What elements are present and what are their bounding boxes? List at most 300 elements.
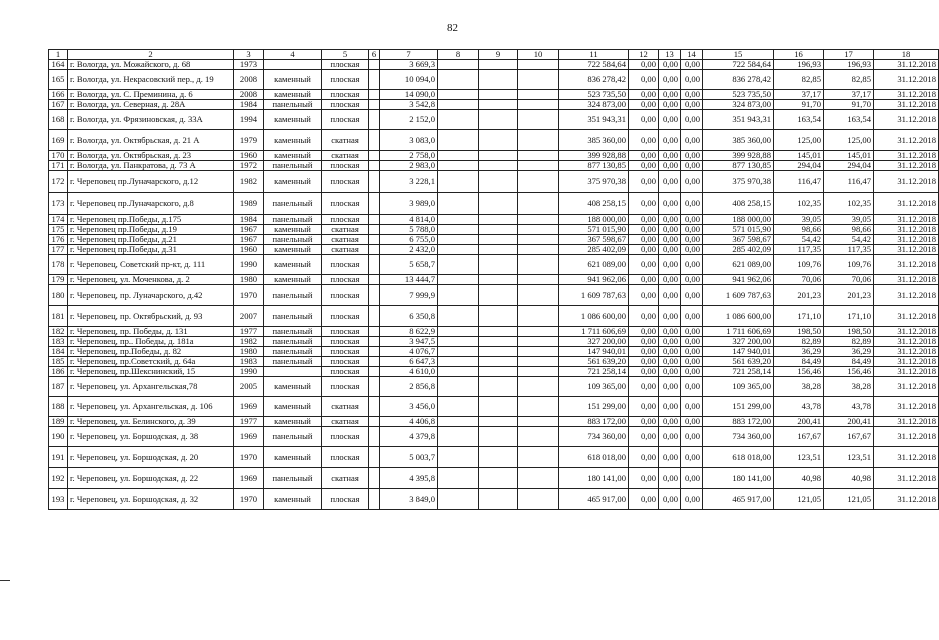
table-cell: [438, 468, 479, 489]
table-cell: 0,00: [659, 306, 681, 327]
table-cell: 465 917,00: [559, 489, 629, 510]
table-cell: [518, 397, 559, 417]
table-cell: 0,00: [629, 397, 659, 417]
table-row: [49, 215, 939, 225]
table-cell: 167,67: [824, 427, 874, 447]
table-cell: 0,00: [659, 100, 681, 110]
table-cell: 1960: [234, 245, 264, 255]
table-cell: 117,35: [774, 245, 824, 255]
table-cell: 31.12.2018: [874, 275, 939, 285]
table-cell: 31.12.2018: [874, 327, 939, 337]
table-cell: 31.12.2018: [874, 110, 939, 130]
table-cell: г. Череповец, пр. Октябрьский, д. 93: [68, 306, 234, 327]
table-cell: панельный: [264, 235, 322, 245]
table-cell: [369, 151, 380, 161]
column-header: 15: [703, 50, 774, 60]
table-cell: 324 873,00: [559, 100, 629, 110]
table-cell: 170: [49, 151, 68, 161]
table-cell: 1972: [234, 161, 264, 171]
table-row: [49, 110, 939, 130]
table-cell: [438, 225, 479, 235]
table-cell: [438, 235, 479, 245]
table-cell: [369, 306, 380, 327]
table-cell: 82,85: [824, 70, 874, 90]
table-cell: 0,00: [629, 130, 659, 151]
table-cell: 178: [49, 255, 68, 275]
table-cell: [438, 90, 479, 100]
table-cell: [369, 235, 380, 245]
table-cell: [479, 327, 518, 337]
table-cell: 189: [49, 417, 68, 427]
table-cell: [518, 347, 559, 357]
table-cell: 39,05: [824, 215, 874, 225]
table-cell: [518, 151, 559, 161]
table-cell: [369, 427, 380, 447]
table-cell: 0,00: [659, 347, 681, 357]
table-cell: 181: [49, 306, 68, 327]
table-cell: 1970: [234, 285, 264, 306]
table-cell: 5 788,0: [380, 225, 438, 235]
table-cell: [518, 193, 559, 215]
table-cell: 0,00: [681, 397, 703, 417]
table-cell: [479, 337, 518, 347]
table-cell: 147 940,01: [703, 347, 774, 357]
table-cell: 465 917,00: [703, 489, 774, 510]
table-cell: 0,00: [659, 357, 681, 367]
table-cell: 722 584,64: [703, 60, 774, 70]
table-cell: 0,00: [681, 90, 703, 100]
table-cell: 171: [49, 161, 68, 171]
table-cell: 0,00: [681, 327, 703, 337]
table-cell: 163,54: [774, 110, 824, 130]
table-cell: 168: [49, 110, 68, 130]
table-cell: 156,46: [774, 367, 824, 377]
table-cell: 0,00: [659, 397, 681, 417]
table-cell: 151 299,00: [703, 397, 774, 417]
table-cell: 1970: [234, 489, 264, 510]
table-cell: [438, 306, 479, 327]
table-cell: 375 970,38: [559, 171, 629, 193]
table-cell: 198,50: [774, 327, 824, 337]
table-cell: 31.12.2018: [874, 447, 939, 468]
table-cell: [518, 327, 559, 337]
table-cell: [518, 489, 559, 510]
table-cell: 877 130,85: [559, 161, 629, 171]
table-cell: плоская: [322, 215, 369, 225]
table-cell: 0,00: [659, 245, 681, 255]
table-cell: 31.12.2018: [874, 130, 939, 151]
table-cell: 0,00: [681, 151, 703, 161]
table-cell: каменный: [264, 397, 322, 417]
table-row: [49, 100, 939, 110]
table-cell: каменный: [264, 70, 322, 90]
table-cell: 0,00: [681, 417, 703, 427]
table-cell: г. Череповец, ул. Архангельская, д. 106: [68, 397, 234, 417]
table-cell: 31.12.2018: [874, 397, 939, 417]
table-cell: 2 758,0: [380, 151, 438, 161]
table-cell: 31.12.2018: [874, 347, 939, 357]
table-cell: 1 086 600,00: [559, 306, 629, 327]
table-cell: скатная: [322, 235, 369, 245]
table-cell: 102,35: [824, 193, 874, 215]
table-row: [49, 327, 939, 337]
table-cell: [518, 357, 559, 367]
table-cell: 0,00: [629, 489, 659, 510]
table-cell: [479, 357, 518, 367]
table-cell: 123,51: [774, 447, 824, 468]
table-cell: 0,00: [681, 60, 703, 70]
table-cell: 167,67: [774, 427, 824, 447]
table-cell: 836 278,42: [703, 70, 774, 90]
table-cell: [438, 70, 479, 90]
table-row: [49, 447, 939, 468]
table-cell: [479, 447, 518, 468]
table-cell: 0,00: [659, 337, 681, 347]
table-cell: 0,00: [629, 110, 659, 130]
table-cell: панельный: [264, 337, 322, 347]
table-cell: [369, 327, 380, 337]
table-cell: скатная: [322, 225, 369, 235]
table-cell: [369, 90, 380, 100]
column-header: 18: [874, 50, 939, 60]
table-cell: 0,00: [681, 235, 703, 245]
table-cell: г. Череповец пр.Победы, д.21: [68, 235, 234, 245]
table-cell: 0,00: [629, 447, 659, 468]
table-cell: [479, 285, 518, 306]
table-cell: 0,00: [681, 357, 703, 367]
table-cell: 40,98: [824, 468, 874, 489]
table-cell: г. Череповец пр.Луначарского, д.8: [68, 193, 234, 215]
table-cell: 2008: [234, 90, 264, 100]
table-cell: [369, 60, 380, 70]
table-cell: 1984: [234, 100, 264, 110]
table-cell: панельный: [264, 357, 322, 367]
table-cell: 0,00: [659, 130, 681, 151]
table-cell: [369, 397, 380, 417]
table-cell: 721 258,14: [559, 367, 629, 377]
table-cell: 561 639,20: [559, 357, 629, 367]
table-row: [49, 90, 939, 100]
table-row: [49, 255, 939, 275]
table-row: [49, 161, 939, 171]
table-cell: скатная: [322, 151, 369, 161]
table-cell: 1960: [234, 151, 264, 161]
table-cell: 2 856,8: [380, 377, 438, 397]
table-cell: 10 094,0: [380, 70, 438, 90]
table-cell: 190: [49, 427, 68, 447]
table-cell: 200,41: [824, 417, 874, 427]
table-cell: 171,10: [774, 306, 824, 327]
table-cell: каменный: [264, 377, 322, 397]
table-cell: 0,00: [629, 100, 659, 110]
table-cell: 0,00: [629, 417, 659, 427]
table-cell: 84,49: [774, 357, 824, 367]
table-cell: 186: [49, 367, 68, 377]
table-cell: 38,28: [774, 377, 824, 397]
table-cell: 179: [49, 275, 68, 285]
table-cell: плоская: [322, 285, 369, 306]
table-cell: 0,00: [681, 427, 703, 447]
table-cell: [518, 235, 559, 245]
column-header: 17: [824, 50, 874, 60]
table-cell: [438, 245, 479, 255]
table-cell: 1984: [234, 215, 264, 225]
table-cell: [369, 225, 380, 235]
table-cell: 3 542,8: [380, 100, 438, 110]
column-header: 8: [438, 50, 479, 60]
table-cell: 1 711 606,69: [703, 327, 774, 337]
table-cell: панельный: [264, 215, 322, 225]
column-header: 13: [659, 50, 681, 60]
table-cell: [479, 367, 518, 377]
table-cell: 0,00: [659, 161, 681, 171]
table-cell: 523 735,50: [559, 90, 629, 100]
table-cell: скатная: [322, 245, 369, 255]
table-cell: 327 200,00: [559, 337, 629, 347]
table-cell: [479, 255, 518, 275]
table-cell: 5 658,7: [380, 255, 438, 275]
table-cell: 3 947,5: [380, 337, 438, 347]
table-cell: 0,00: [629, 468, 659, 489]
table-cell: 91,70: [774, 100, 824, 110]
table-cell: [438, 447, 479, 468]
table-cell: 883 172,00: [703, 417, 774, 427]
table-cell: 0,00: [659, 377, 681, 397]
table-cell: 0,00: [659, 285, 681, 306]
table-cell: [518, 60, 559, 70]
table-cell: 722 584,64: [559, 60, 629, 70]
table-cell: [438, 255, 479, 275]
table-cell: панельный: [264, 427, 322, 447]
table-cell: 31.12.2018: [874, 70, 939, 90]
table-cell: г. Вологда, ул. Октябрьская, д. 21 А: [68, 130, 234, 151]
table-cell: 367 598,67: [559, 235, 629, 245]
table-cell: 31.12.2018: [874, 90, 939, 100]
table-cell: г. Череповец, пр.. Победы, д. 181а: [68, 337, 234, 347]
table-cell: 0,00: [681, 447, 703, 468]
table-cell: 0,00: [681, 225, 703, 235]
table-cell: г. Череповец, пр.Шекснинский, 15: [68, 367, 234, 377]
table-cell: панельный: [264, 468, 322, 489]
table-cell: 0,00: [629, 427, 659, 447]
table-cell: [369, 255, 380, 275]
table-cell: панельный: [264, 161, 322, 171]
table-cell: [438, 215, 479, 225]
table-cell: 561 639,20: [703, 357, 774, 367]
column-header: 12: [629, 50, 659, 60]
table-cell: 836 278,42: [559, 70, 629, 90]
table-cell: 4 610,0: [380, 367, 438, 377]
table-cell: 167: [49, 100, 68, 110]
table-cell: 6 350,8: [380, 306, 438, 327]
table-cell: г. Череповец пр.Луначарского, д.12: [68, 171, 234, 193]
table-cell: 0,00: [659, 70, 681, 90]
table-cell: 327 200,00: [703, 337, 774, 347]
table-cell: плоская: [322, 171, 369, 193]
table-cell: 185: [49, 357, 68, 367]
table-cell: 0,00: [629, 215, 659, 225]
table-cell: г. Вологда, ул. Можайского, д. 68: [68, 60, 234, 70]
margin-mark: [0, 580, 10, 581]
table-cell: г. Вологда, ул. С. Преминина, д. 6: [68, 90, 234, 100]
table-cell: 571 015,90: [559, 225, 629, 235]
table-cell: [369, 100, 380, 110]
table-cell: [479, 225, 518, 235]
table-cell: плоская: [322, 367, 369, 377]
table-cell: 721 258,14: [703, 367, 774, 377]
table-cell: 31.12.2018: [874, 215, 939, 225]
table-cell: [369, 357, 380, 367]
table-row: [49, 347, 939, 357]
table-cell: 0,00: [681, 100, 703, 110]
table-cell: 180: [49, 285, 68, 306]
table-cell: 31.12.2018: [874, 193, 939, 215]
table-cell: 385 360,00: [703, 130, 774, 151]
table-cell: 0,00: [629, 161, 659, 171]
table-cell: [438, 337, 479, 347]
table-cell: [369, 337, 380, 347]
table-row: [49, 306, 939, 327]
table-cell: 117,35: [824, 245, 874, 255]
register-table: [48, 49, 939, 510]
table-cell: 40,98: [774, 468, 824, 489]
table-cell: 121,05: [824, 489, 874, 510]
table-cell: плоская: [322, 60, 369, 70]
table-cell: 621 089,00: [703, 255, 774, 275]
table-cell: 0,00: [659, 90, 681, 100]
table-cell: плоская: [322, 255, 369, 275]
table-cell: г. Череповец, ул. Белинского, д. 39: [68, 417, 234, 427]
table-cell: [438, 100, 479, 110]
table-cell: [479, 60, 518, 70]
table-cell: 163,54: [824, 110, 874, 130]
table-cell: 102,35: [774, 193, 824, 215]
table-cell: 145,01: [774, 151, 824, 161]
table-cell: 54,42: [774, 235, 824, 245]
column-header: 7: [380, 50, 438, 60]
table-cell: [479, 468, 518, 489]
table-cell: 164: [49, 60, 68, 70]
table-cell: 0,00: [629, 327, 659, 337]
table-cell: 0,00: [681, 245, 703, 255]
table-cell: 196,93: [774, 60, 824, 70]
table-cell: плоская: [322, 489, 369, 510]
table-cell: 0,00: [681, 130, 703, 151]
table-cell: панельный: [264, 100, 322, 110]
table-cell: 0,00: [629, 377, 659, 397]
table-cell: панельный: [264, 347, 322, 357]
table-cell: 201,23: [774, 285, 824, 306]
table-cell: 187: [49, 377, 68, 397]
table-cell: 0,00: [659, 193, 681, 215]
table-cell: 0,00: [659, 110, 681, 130]
table-row: [49, 193, 939, 215]
table-cell: скатная: [322, 468, 369, 489]
table-cell: 351 943,31: [559, 110, 629, 130]
table-cell: г. Череповец, ул. Боршодская, д. 22: [68, 468, 234, 489]
table-row: [49, 235, 939, 245]
table-cell: 0,00: [681, 337, 703, 347]
table-cell: 0,00: [681, 110, 703, 130]
table-cell: 1982: [234, 337, 264, 347]
table-cell: 188 000,00: [559, 215, 629, 225]
table-cell: 1994: [234, 110, 264, 130]
table-cell: [518, 377, 559, 397]
table-cell: [438, 161, 479, 171]
table-cell: 151 299,00: [559, 397, 629, 417]
table-cell: 0,00: [659, 225, 681, 235]
table-cell: [479, 151, 518, 161]
table-cell: 31.12.2018: [874, 225, 939, 235]
table-row: [49, 225, 939, 235]
table-cell: [479, 110, 518, 130]
table-cell: 2 152,0: [380, 110, 438, 130]
table-row: [49, 245, 939, 255]
table-cell: каменный: [264, 417, 322, 427]
table-row: [49, 70, 939, 90]
table-cell: [438, 193, 479, 215]
table-cell: 408 258,15: [559, 193, 629, 215]
table-cell: 4 814,0: [380, 215, 438, 225]
table-cell: [518, 225, 559, 235]
table-cell: 180 141,00: [703, 468, 774, 489]
table-cell: [479, 235, 518, 245]
table-cell: [518, 90, 559, 100]
table-cell: [438, 171, 479, 193]
table-cell: 36,29: [824, 347, 874, 357]
table-cell: плоская: [322, 427, 369, 447]
table-cell: [518, 367, 559, 377]
table-cell: 2005: [234, 377, 264, 397]
table-cell: 192: [49, 468, 68, 489]
table-cell: 176: [49, 235, 68, 245]
table-cell: [438, 357, 479, 367]
table-cell: 0,00: [629, 306, 659, 327]
table-cell: 4 076,7: [380, 347, 438, 357]
table-cell: 14 090,0: [380, 90, 438, 100]
table-cell: [518, 161, 559, 171]
table-cell: 4 379,8: [380, 427, 438, 447]
table-cell: 1973: [234, 60, 264, 70]
table-row: [49, 489, 939, 510]
table-cell: 0,00: [629, 90, 659, 100]
table-cell: 399 928,88: [703, 151, 774, 161]
table-cell: 375 970,38: [703, 171, 774, 193]
table-cell: 1983: [234, 357, 264, 367]
table-cell: 1979: [234, 130, 264, 151]
table-cell: 0,00: [629, 70, 659, 90]
table-cell: скатная: [322, 417, 369, 427]
table-cell: [479, 130, 518, 151]
table-cell: г. Череповец, пр. Луначарского, д.42: [68, 285, 234, 306]
table-cell: 0,00: [629, 357, 659, 367]
column-header: 4: [264, 50, 322, 60]
table-cell: 324 873,00: [703, 100, 774, 110]
table-cell: [518, 468, 559, 489]
column-header: 1: [49, 50, 68, 60]
table-cell: 523 735,50: [703, 90, 774, 100]
table-cell: 31.12.2018: [874, 255, 939, 275]
table-cell: [369, 70, 380, 90]
table-cell: 6 755,0: [380, 235, 438, 245]
column-header: 10: [518, 50, 559, 60]
table-cell: 0,00: [629, 255, 659, 275]
table-cell: 175: [49, 225, 68, 235]
table-cell: 1990: [234, 255, 264, 275]
table-cell: 0,00: [629, 245, 659, 255]
table-cell: г. Череповец, Советский пр-кт, д. 111: [68, 255, 234, 275]
table-cell: 294,04: [824, 161, 874, 171]
